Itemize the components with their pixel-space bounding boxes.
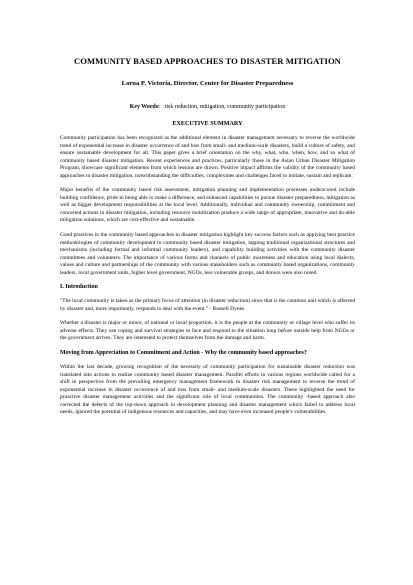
keywords-label: Key Words: <box>129 104 160 110</box>
keywords-line <box>60 104 355 111</box>
keywords-text: risk reduction, mitigation, community participation <box>164 104 286 110</box>
author-line: Lorna P. Victoria, Director, Center for Disaster Preparedness <box>121 80 294 87</box>
intro-paragraph: Whether a disaster is major or minor, of national or local proportion, it is the people at the community or village level who suffer its adverse effects. They use coping and survival strategies to face and respond to the situation long before outside help from NGOs or the government arrives. They are interested to protect themselves from the damage and harm. <box>60 320 355 342</box>
paper-title: COMMUNITY BASED APPROACHES TO DISASTER MITIGATION <box>74 56 341 66</box>
summary-paragraph-2: Major benefits of the community based risk assessment, mitigation planning and implementation processes underscored include building confidence, pride in being able to make a difference, and enhanced capabilities to pursue disaster preparedness, mitigation as well as bigger development responsibilities at the local level. Additionally, individual and community ownership, commitment and concerted actions in disaster mitigation, including resource mobilization produce a wide range of appropriate, innovative and do-able mitigation solutions, which are cost-effective and sustainable. <box>60 187 355 224</box>
dynes-quote: "The local community is taken as the primary focus of attention (in disaster reduction) since that is the common unit which is affected by disaster and, more importantly, responds to deal with the event." - Russell Dynes <box>60 298 355 312</box>
why-community-heading: Moving from Appreciation to Commitment and Action - Why the community based approaches? <box>60 350 307 357</box>
summary-paragraph-1: Community participation has been recognized as the additional element in disaster management necessary to reverse the worldwide trend of exponential increase in disaster occurrence of and loss from small- and medium-scale disasters, build a culture of safety, and ensure sustainable development for all. This paper gives a brief orientation on the why, what, who, when, how, and so what of community based disaster mitigation. Recent experiences and practices, particularly those in the Asian Urban Disaster Mitigation Program, showcase significant elements from which lessons are drawn. Positive impact affirms the validity of the community based approaches to disaster mitigation, notwithstanding the difficulties, complexities and challenges faced to initiate, sustain and replicate. <box>60 135 355 179</box>
summary-paragraph-3: Good practices in the community based approaches to disaster mitigation highlight key success factors such as applying best practice methodologies of community development to community based disaster mitigation, tapping traditional organizational structures and mechanisms (including formal and informal community leaders), and capability building activities with the community disaster committees and volunteers. The importance of various forms and channels of public awareness and education using local dialects, values and culture and partnerships of the community with various stakeholders such as community based organizations, community leaders, local government units, higher level government, NGOs, less vulnerable groups, and donors were also noted. <box>60 232 355 276</box>
why-community-paragraph: Within the last decade, growing recognition of the necessity of community participation for sustainable disaster reduction was translated into actions to realize community based disaster management. Parallel efforts in various regions worldwide called for a shift in perspective from the prevailing emergency management framework to disaster risk management to reverse the trend of exponential increase in disaster occurrence of and loss from small- and medium-scale disasters. These highlighted the need for proactive disaster management activities and the significant role of local communities. The community -based approach also corrected the defects of the top-down approach in development planning and disaster management which failed to address local needs, ignored the potential of indigenous resources and capacities, and may have even increased people's vulnerabilities. <box>60 364 355 416</box>
introduction-heading: I. Introduction <box>60 284 98 291</box>
executive-summary-heading: EXECUTIVE SUMMARY <box>172 121 243 127</box>
